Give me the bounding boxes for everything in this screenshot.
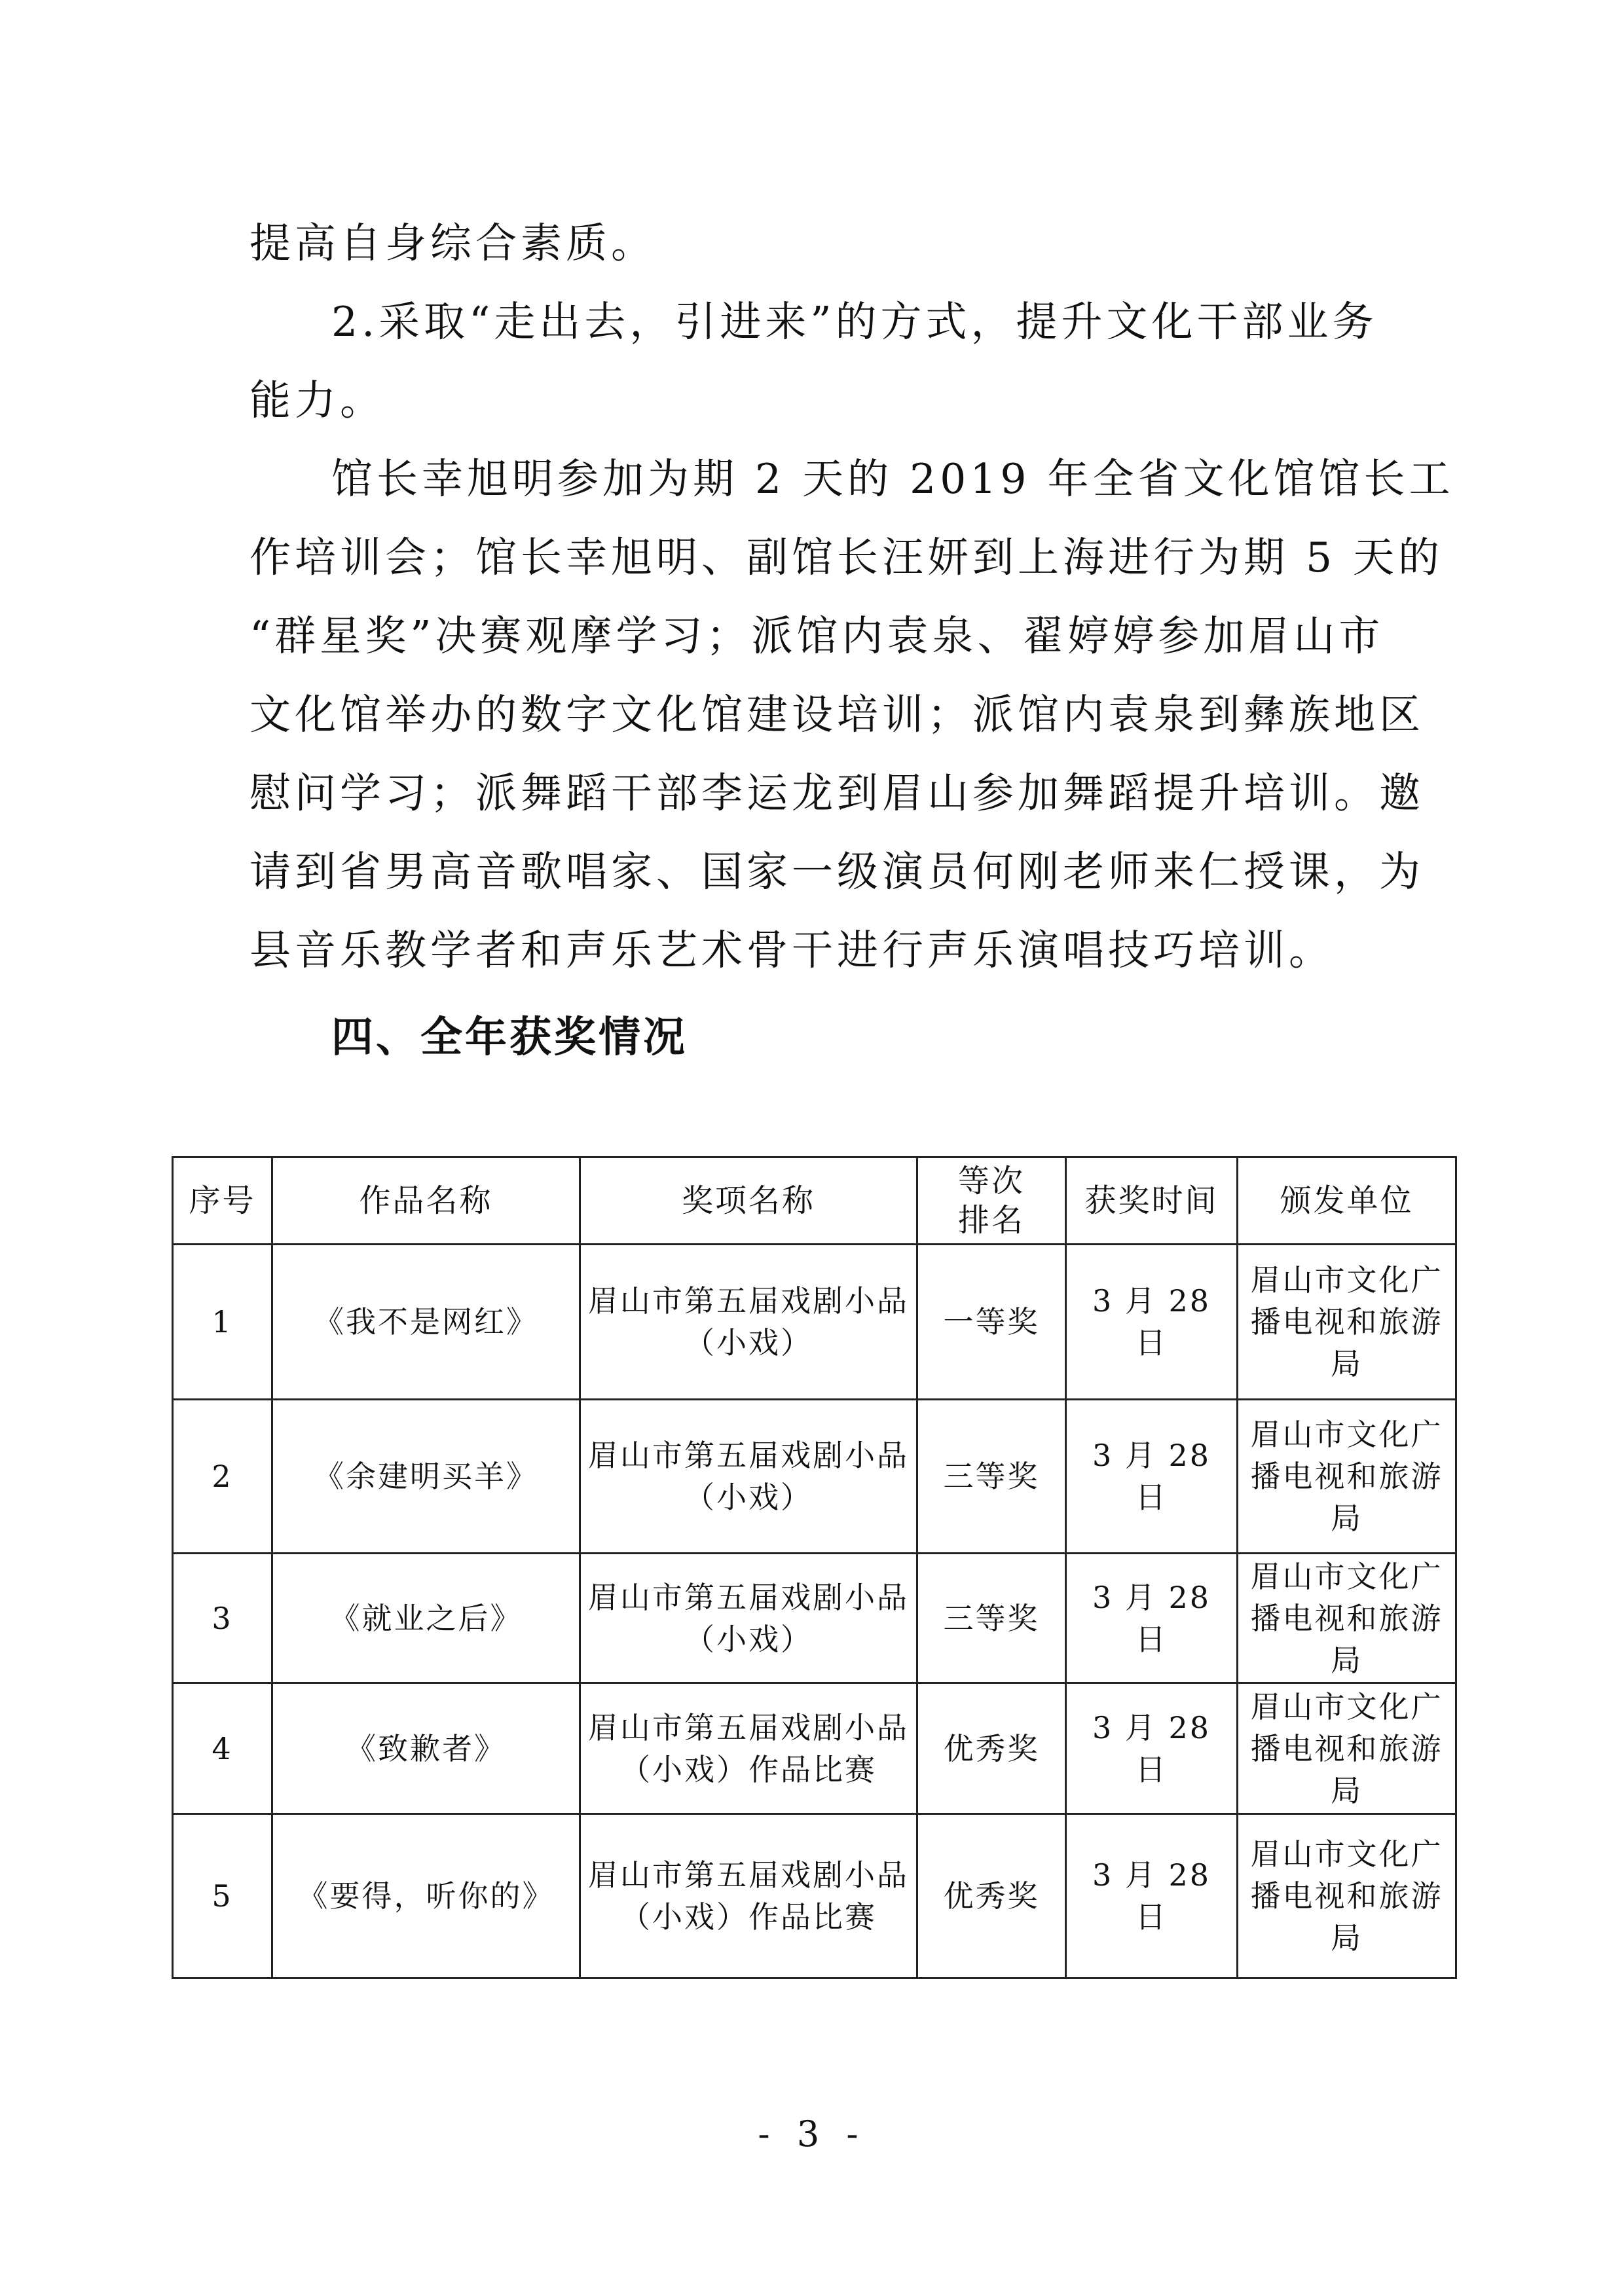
table-row [173, 1814, 1456, 1978]
cell-index: 4 [173, 1683, 272, 1814]
cell-award-date: 3 月 28 日 [1066, 1814, 1238, 1978]
header-cell-index: 序号 [173, 1157, 272, 1245]
section-heading: 四、全年获奖情况 [331, 1013, 688, 1062]
cell-award-name: 眉山市第五届戏剧小品（小戏） [580, 1554, 917, 1683]
header-cell-rank: 等次 排名 [917, 1157, 1066, 1245]
cell-award-date: 3 月 28 日 [1066, 1400, 1238, 1554]
cell-rank: 三等奖 [917, 1400, 1066, 1554]
awards-table [172, 1156, 1457, 1979]
cell-award-date: 3 月 28 日 [1066, 1245, 1238, 1400]
paragraph-line: 文化馆举办的数字文化馆建设培训；派馆内袁泉到彝族地区 [249, 691, 1424, 738]
cell-index: 3 [173, 1554, 272, 1683]
paragraph-line: 县音乐教学者和声乐艺术骨干进行声乐演唱技巧培训。 [249, 926, 1334, 974]
paragraph-line: 馆长幸旭明参加为期 2 天的 2019 年全省文化馆馆长工 [331, 455, 1454, 503]
table-row [173, 1683, 1456, 1814]
cell-work-title: 《就业之后》 [272, 1554, 580, 1683]
paragraph-line: 请到省男高音歌唱家、国家一级演员何刚老师来仁授课，为 [249, 848, 1424, 896]
cell-work-title: 《我不是网红》 [272, 1245, 580, 1400]
paragraph-line: 慰问学习；派舞蹈干部李运龙到眉山参加舞蹈提升培训。邀 [249, 769, 1424, 817]
cell-index: 1 [173, 1245, 272, 1400]
cell-work-title: 《要得，听你的》 [272, 1814, 580, 1978]
cell-rank: 一等奖 [917, 1245, 1066, 1400]
cell-issuer: 眉山市文化广播电视和旅游局 [1238, 1245, 1456, 1400]
paragraph-line: 能力。 [249, 376, 385, 424]
cell-award-name: 眉山市第五届戏剧小品（小戏）作品比赛 [580, 1683, 917, 1814]
cell-rank: 优秀奖 [917, 1683, 1066, 1814]
table-row [173, 1554, 1456, 1683]
cell-award-name: 眉山市第五届戏剧小品（小戏） [580, 1400, 917, 1554]
header-cell-work-title: 作品名称 [272, 1157, 580, 1245]
cell-award-name: 眉山市第五届戏剧小品（小戏）作品比赛 [580, 1814, 917, 1978]
cell-award-date: 3 月 28 日 [1066, 1554, 1238, 1683]
cell-issuer: 眉山市文化广播电视和旅游局 [1238, 1683, 1456, 1814]
cell-work-title: 《余建明买羊》 [272, 1400, 580, 1554]
paragraph-line: 提高自身综合素质。 [249, 219, 656, 267]
header-cell-award-name: 奖项名称 [580, 1157, 917, 1245]
header-cell-issuer: 颁发单位 [1238, 1157, 1456, 1245]
cell-award-name: 眉山市第五届戏剧小品（小戏） [580, 1245, 917, 1400]
table-row [173, 1400, 1456, 1554]
cell-issuer: 眉山市文化广播电视和旅游局 [1238, 1814, 1456, 1978]
cell-rank: 优秀奖 [917, 1814, 1066, 1978]
cell-work-title: 《致歉者》 [272, 1683, 580, 1814]
cell-issuer: 眉山市文化广播电视和旅游局 [1238, 1554, 1456, 1683]
table-row [173, 1245, 1456, 1400]
header-cell-award-date: 获奖时间 [1066, 1157, 1238, 1245]
table-header-row [173, 1157, 1456, 1245]
cell-index: 2 [173, 1400, 272, 1554]
cell-rank: 三等奖 [917, 1554, 1066, 1683]
cell-issuer: 眉山市文化广播电视和旅游局 [1238, 1400, 1456, 1554]
paragraph-line: “群星奖”决赛观摩学习；派馆内袁泉、翟婷婷参加眉山市 [249, 612, 1384, 660]
cell-award-date: 3 月 28 日 [1066, 1683, 1238, 1814]
paragraph-line: 作培训会；馆长幸旭明、副馆长汪妍到上海进行为期 5 天的 [249, 534, 1444, 581]
page-number: - 3 - [758, 2113, 866, 2155]
cell-index: 5 [173, 1814, 272, 1978]
paragraph-line: 2.采取“走出去，引进来”的方式，提升文化干部业务 [331, 298, 1378, 346]
